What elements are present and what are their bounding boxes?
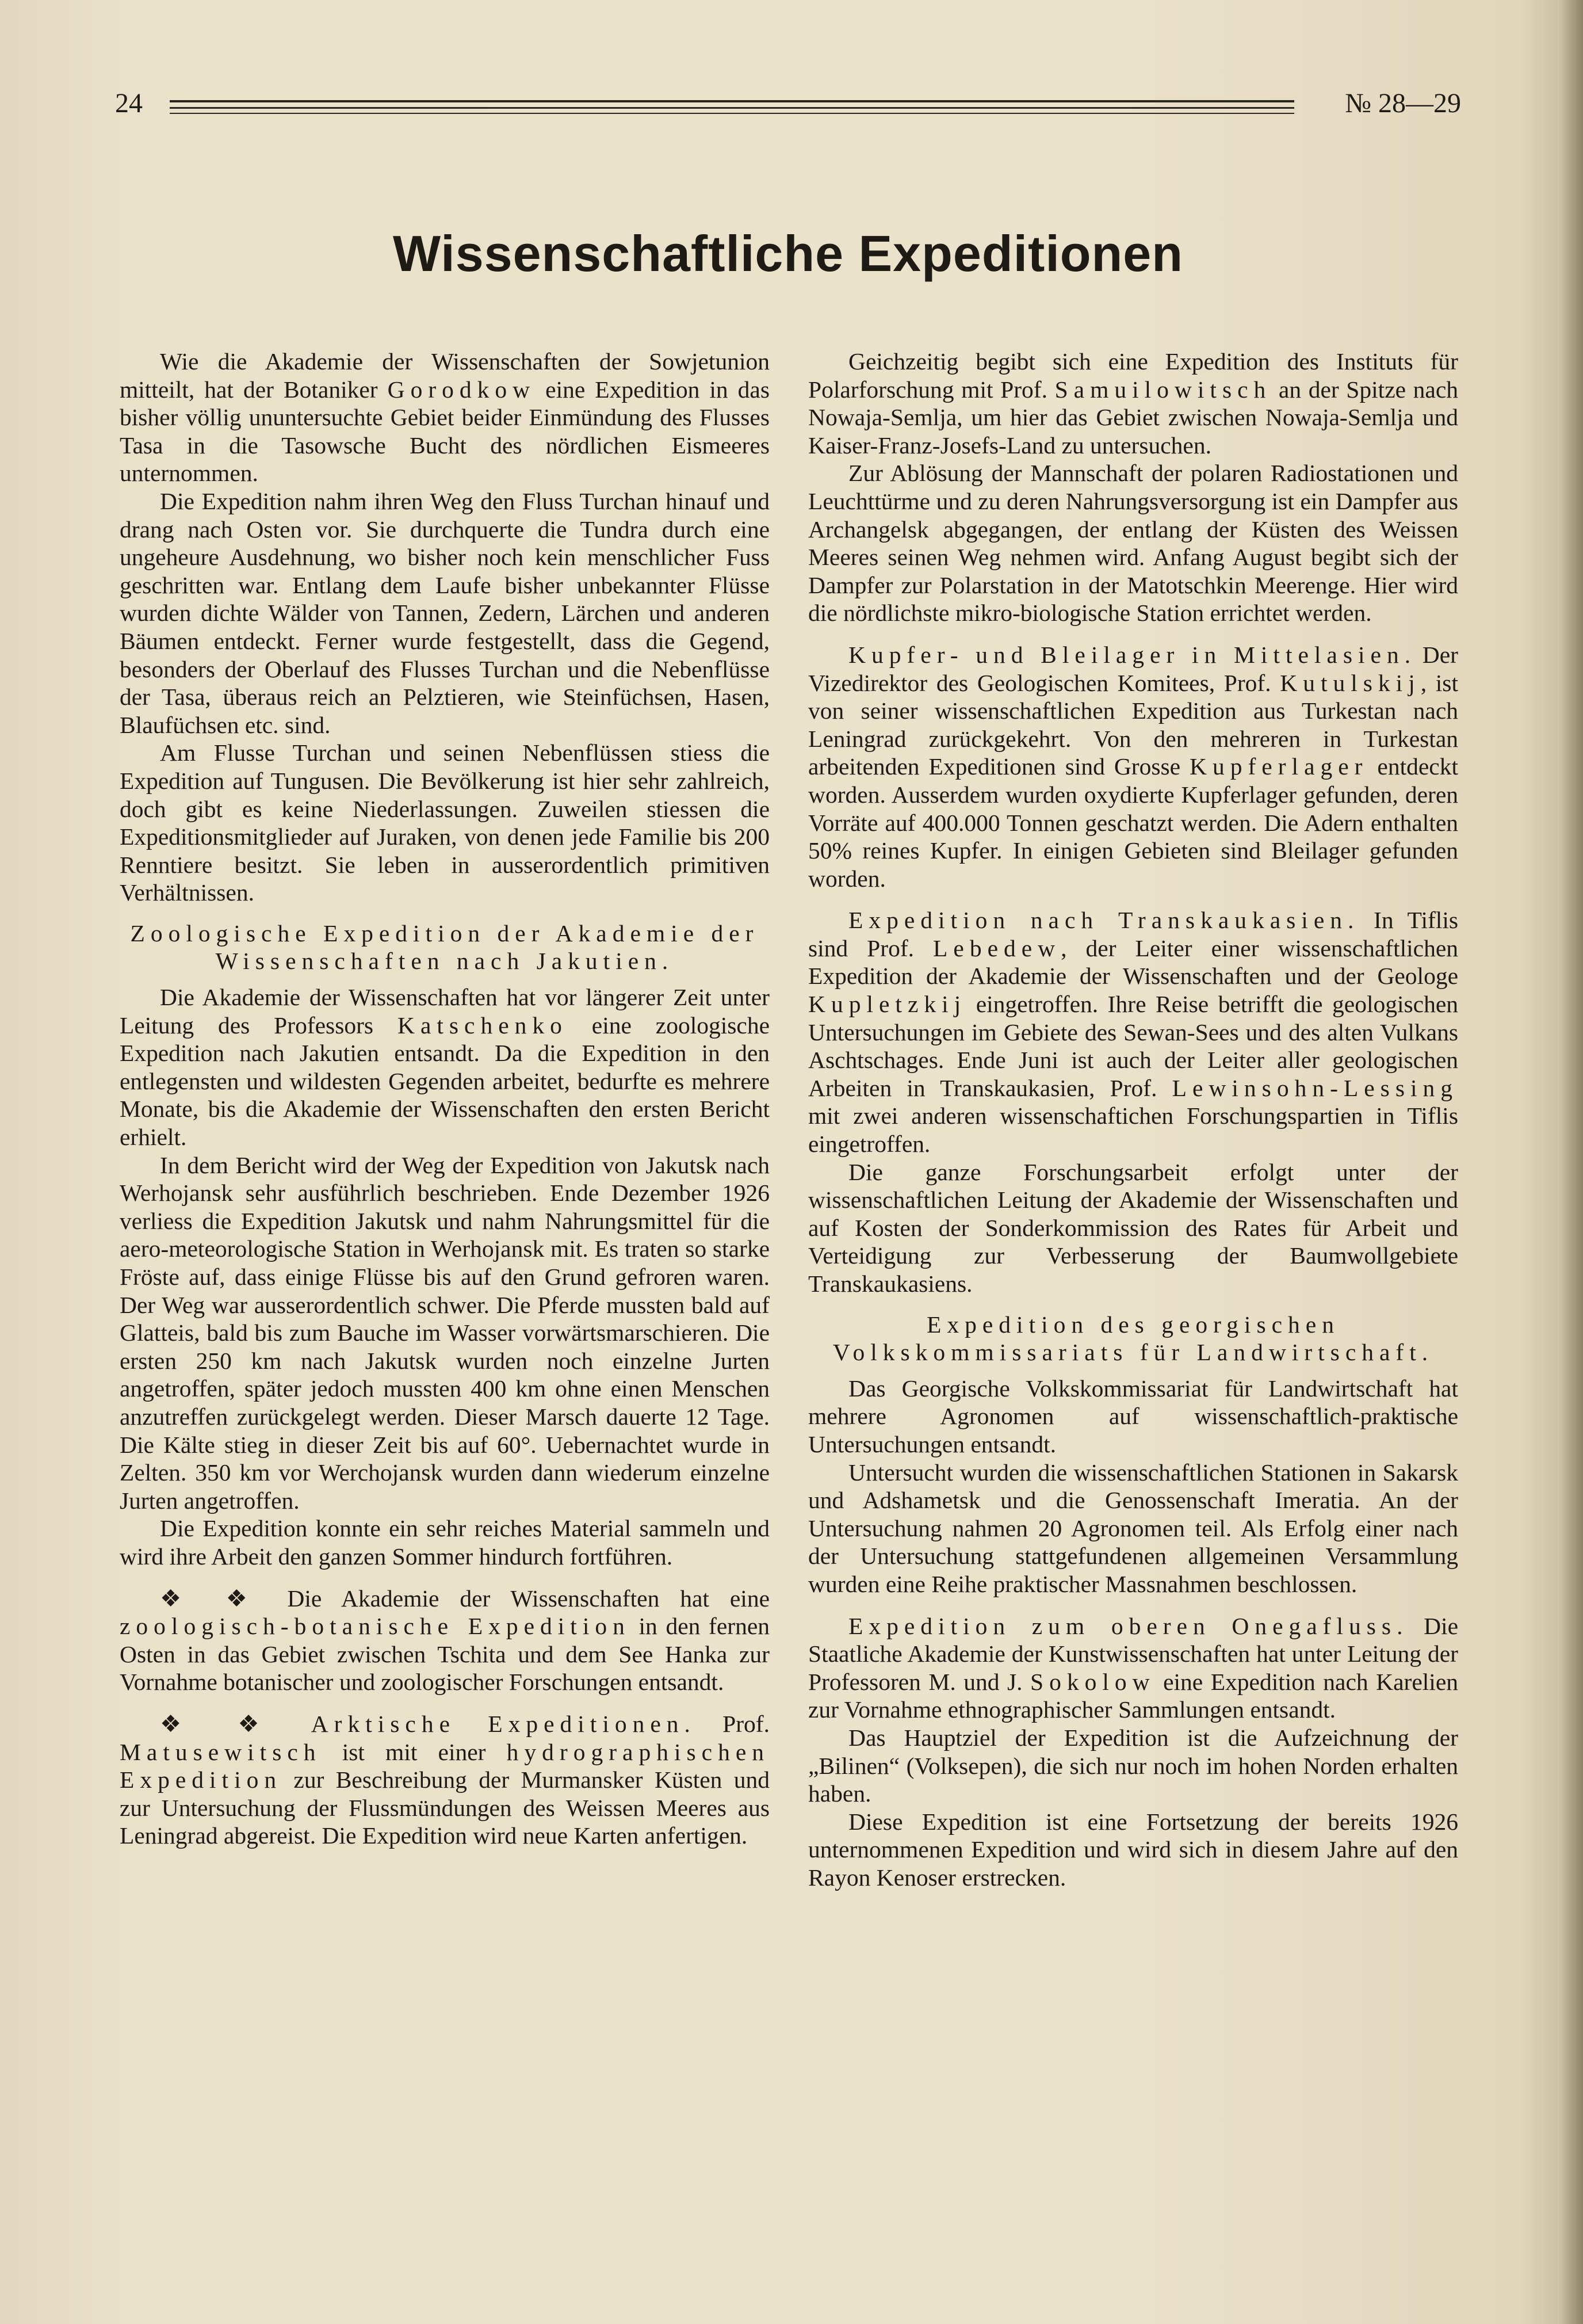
inline-heading: Expedition nach Transkaukasien.	[848, 907, 1360, 934]
paragraph: Untersucht wurden die wissenschaftlichen Stationen in Sakarsk und Adshametsk und die Genossenschaft Imeratia. An der Untersuchung nahmen 20 Agronomen teil. Als Erfolg einer nach der Untersuchung stattgefundenen allgemeinen Versammlung wurden eine Reihe praktischer Massnahmen beschlossen.	[808, 1459, 1458, 1597]
header-rule	[170, 107, 1294, 109]
paragraph: Die Expedition konnte ein sehr reiches Material sammeln und wird ihre Arbeit den ganzen Sommer hindurch fortführen.	[120, 1515, 770, 1570]
header-rule	[170, 113, 1294, 114]
paragraph	[808, 348, 1458, 459]
person-name: Lewinsohn-Lessing	[1172, 1074, 1458, 1101]
text-run: , der Leiter einer wissenschaftlichen Expedition der Akademie der Wissenschaften und der Geologe	[808, 934, 1458, 990]
paragraph: Die Expedition nahm ihren Weg den Fluss Turchan hinauf und drang nach Osten vor. Sie durchquerte die Tundra durch eine ungeheure Ausdehnung, wo bisher noch kein menschlicher Fuss geschritten war. Entlang dem Laufe bisher unbekannter Flüsse wurden dichte Wälder von Tannen, Zedern, Lärchen und anderen Bäumen entdeckt. Ferner wurde festgestellt, dass die Gegend, besonders der Oberlauf des Flusses Turchan und die Nebenflüsse der Tasa, überaus reich an Pelztieren, wie Steinfüchsen, Hasen, Blaufüchsen etc. sind.	[120, 487, 770, 738]
paragraph: Diese Expedition ist eine Fortsetzung der bereits 1926 unternommenen Expedition und wird sich in diesem Jahre auf den Rayon Kenoser erstrecken.	[808, 1808, 1458, 1891]
text-run: Prof.	[695, 1710, 770, 1737]
ornament-icon: ❖ ❖	[160, 1585, 267, 1612]
article-title: Wissenschaftliche Expeditionen	[393, 225, 1183, 282]
page-header	[115, 86, 1461, 121]
section-heading: Zoologische Expedition der Akademie der Wissenschaften nach Jakutien.	[130, 919, 759, 975]
paragraph: Am Flusse Turchan und seinen Nebenflüssen stiess die Expedition auf Tungusen. Die Bevölkerung ist hier sehr zahlreich, doch gibt es keine Niederlassungen. Zuweilen stiessen die Expeditionsmitglieder auf Juraken, von denen jede Familie bis 200 Renntiere besitzt. Sie leben in ausserordentlich primitiven Verhältnissen.	[120, 739, 770, 906]
paragraph	[120, 1710, 770, 1850]
paragraph: Das Hauptziel der Expedition ist die Aufzeichnung der „Bilinen“ (Volksepen), die sich nur noch im hohen Norden erhalten haben.	[808, 1724, 1458, 1807]
person-name: Sokolow	[1030, 1668, 1156, 1695]
emphasis: Kupferlager	[1190, 753, 1368, 780]
page-binding-edge	[1558, 0, 1583, 2324]
page-number: 24	[115, 88, 143, 119]
ornament-icon: ❖ ❖	[160, 1710, 285, 1737]
text-run: Die Akademie der Wissenschaften hat vor längerer Zeit unter Leitung des Professors	[120, 984, 770, 1039]
text-run: an der Spitze nach Nowaja-Semlja, um hier das Gebiet zwischen Nowaja-Semlja und Kaiser-Franz-Josefs-Land zu untersuchen.	[808, 376, 1458, 459]
issue-number: № 28—29	[1345, 88, 1461, 119]
text-run: In Tiflis sind Prof.	[808, 907, 1458, 961]
text-run: in den fernen Osten in das Gebiet zwischen Tschita und dem See Hanka zur Vornahme botanischer und zoologischer Forschungen entsandt.	[120, 1613, 770, 1696]
text-run: entdeckt worden. Ausserdem wurden oxydierte Kupferlager gefunden, deren Vorräte auf 400.000 Tonnen geschatzt werden. Die Adern enthalten 50% reines Kupfer. In einigen Gebieten sind Bleilager gefunden worden.	[808, 753, 1458, 892]
inline-heading: Kupfer- und Bleilager in Mittelasien.	[848, 641, 1417, 668]
inline-heading: Expedition zum oberen Onegafluss.	[848, 1612, 1409, 1639]
right-column	[808, 348, 1458, 1891]
person-name: Kupletzkij	[808, 991, 967, 1018]
text-run: eine Expedition nach Karelien zur Vornahme ethnographischer Sammlungen entsandt.	[808, 1668, 1458, 1723]
paragraph	[120, 1585, 770, 1696]
left-column	[120, 348, 770, 1850]
text-run: mit zwei anderen wissenschaftichen Forschungspartien in Tiflis eingetroffen.	[808, 1102, 1458, 1158]
text-run: eine zoologische Expedition nach Jakutien entsandt. Da die Expedition in den entlegensten und wildesten Gegenden arbeitet, bedurfte es mehrere Monate, bis die Akademie der Wissenschaften den ersten Bericht erhielt.	[120, 1012, 770, 1151]
text-run: Geichzeitig begibt sich eine Expedition des Instituts für Polarforschung mit Prof.	[808, 348, 1458, 403]
inline-heading: Arktische Expeditionen.	[311, 1710, 696, 1737]
paragraph: Die ganze Forschungsarbeit erfolgt unter der wissenschaftlichen Leitung der Akademie der Wissenschaften und auf Kosten der Sonderkommission des Rates für Arbeit und Verteidigung zur Verbesserung der Baumwollgebiete Transkaukasiens.	[808, 1158, 1458, 1297]
paragraph	[120, 348, 770, 487]
text-run: Die Akademie der Wissenschaften hat eine	[266, 1585, 770, 1612]
person-name: Matusewitsch	[120, 1738, 322, 1765]
paragraph	[808, 641, 1458, 892]
person-name: Samuilowitsch	[1054, 376, 1272, 403]
text-run: , ist von seiner wissenschaftlichen Expedition aus Turkestan nach Leningrad zurückgekehrt. Von den mehreren in Turkestan arbeitenden Expeditionen sind Grosse	[808, 669, 1458, 780]
person-name: Kutulskij	[1280, 669, 1421, 696]
paragraph	[808, 1612, 1458, 1724]
text-run: Der Vizedirektor des Geologischen Komitees, Prof.	[808, 641, 1458, 696]
person-name: Gorodkow	[387, 376, 536, 403]
emphasis: zoologisch-botanische Expedition	[120, 1613, 630, 1640]
paragraph: Das Georgische Volkskommissariat für Landwirtschaft hat mehrere Agronomen auf wissenschaftlich-praktische Untersuchungen entsandt.	[808, 1375, 1458, 1457]
paragraph: Zur Ablösung der Mannschaft der polaren Radiostationen und Leuchttürme und zu deren Nahrungsversorgung ist ein Dampfer aus Archangelsk abgegangen, der entlang der Küsten des Weissen Meeres seinen Weg nehmen wird. Anfang August begibt sich der Dampfer zur Polarstation in der Matotschkin Meerenge. Hier wird die nördlichste mikro-biologische Station errichtet werden.	[808, 460, 1458, 627]
text-run: Die Staatliche Akademie der Kunstwissenschaften hat unter Leitung der Professoren M. und J.	[808, 1612, 1459, 1695]
text-run: zur Beschreibung der Murmansker Küsten und zur Untersuchung der Flussmündungen des Weissen Meeres aus Leningrad abgereist. Die Expedition wird neue Karten anfertigen.	[120, 1766, 770, 1849]
person-name: Katschenko	[397, 1012, 568, 1039]
paragraph	[120, 983, 770, 1151]
section-heading: Expedition des georgischen Volkskommissariats für Landwirtschaft.	[832, 1311, 1434, 1366]
text-run: eingetroffen. Ihre Reise betrifft die geologischen Untersuchungen im Gebiete des Sewan-Sees und des alten Vulkans Aschtschages. Ende Juni ist auch der Leiter aller geologischen Arbeiten in Transkaukasien, Prof.	[808, 991, 1458, 1101]
header-rule	[170, 100, 1294, 102]
paragraph	[808, 906, 1458, 1158]
paragraph: In dem Bericht wird der Weg der Expedition von Jakutsk nach Werhojansk sehr ausführlich beschrieben. Ende Dezember 1926 verliess die Expedition Jakutsk und nahm Nahrungsmittel für die aero-meteorologische Station in Werhojansk mit. Es traten so starke Fröste auf, dass einige Flüsse bis auf den Grund gefroren waren. Der Weg war ausserordentlich schwer. Die Pferde mussten bald auf Glatteis, bald bis zum Bauche im Wasser vorwärtsmarschieren. Die ersten 250 km nach Jakutsk wurden noch einzelne Jurten angetroffen, später jedoch mussten 400 km ohne einen Menschen anzutreffen zurückgelegt werden. Dieser Marsch dauerte 12 Tage. Die Kälte stieg in dieser Zeit bis auf 60°. Uebernachtet wurde in Zelten. 350 km vor Werchojansk wurden dann wiederum einzelne Jurten angetroffen.	[120, 1151, 770, 1514]
text-run: ist mit einer	[321, 1738, 507, 1765]
text-run: Wie die Akademie der Wissenschaften der Sowjetunion mitteilt, hat der Botaniker	[120, 348, 770, 403]
text-run: eine Expedition in das bisher völlig ununtersuchte Gebiet beider Einmündung des Flusses Tasa in die Tasowsche Bucht des nördlichen Eismeeres unternommen.	[120, 376, 770, 487]
emphasis: hydrographischen Expedition	[120, 1738, 770, 1793]
person-name: Lebedew	[933, 934, 1061, 961]
